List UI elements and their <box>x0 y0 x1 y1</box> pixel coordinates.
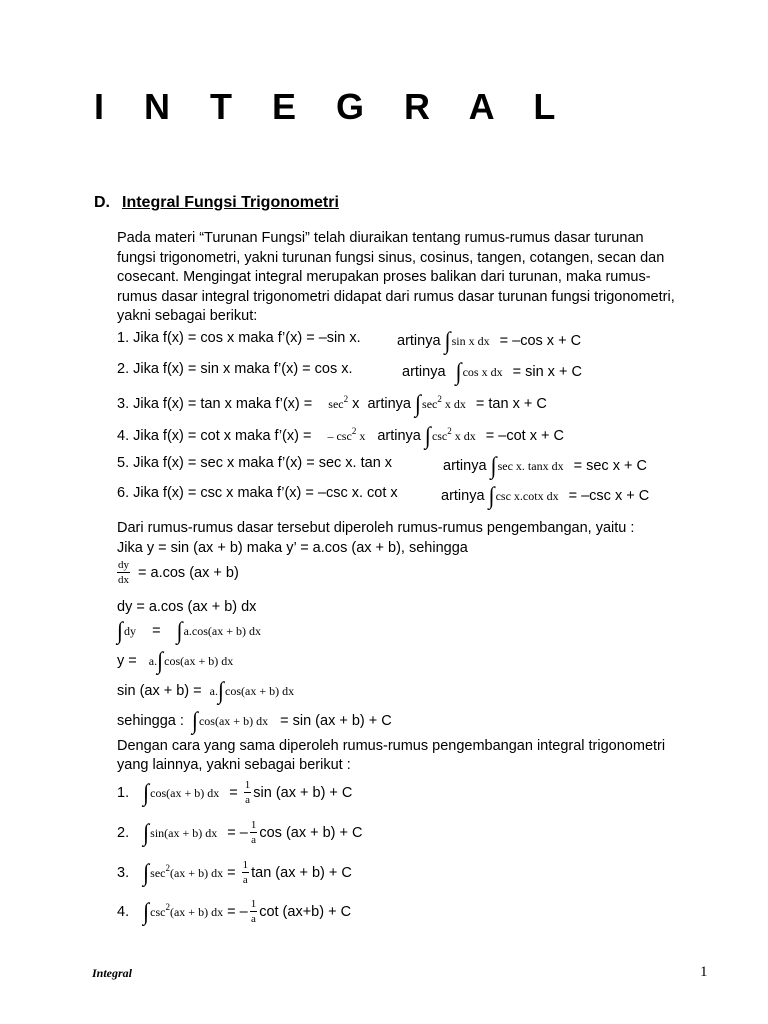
integral-sign-icon: ∫ <box>143 778 150 807</box>
basic-formula-5: 5. Jika f(x) = sec x maka f’(x) = sec x. tan x <box>117 455 393 471</box>
integral-sign-icon: ∫ <box>455 357 462 386</box>
page-title: I N T E G R A L <box>94 86 571 127</box>
integral-sign-icon: ∫ <box>143 818 150 847</box>
basic-formula-4: 4. Jika f(x) = cot x maka f’(x) = – $\csc^2 x$ artinya $\int\csc^2$ x dx = –cot x + C <box>117 421 564 450</box>
basic-formula-6: 6. Jika f(x) = csc x maka f’(x) = –csc x. cot x <box>117 485 398 501</box>
integral-sign-icon: ∫ <box>157 646 164 675</box>
basic-formula-3: 3. Jika f(x) = tan x maka f’(x) = $\sec^2 x$ artinya $\int\sec^2$ x dx = tan x + C <box>117 389 547 418</box>
basic-formula-5-meaning: artinya ∫sec x. tanx dx = sec x + C <box>443 451 647 480</box>
basic-formula-1-meaning: artinya ∫sin x dx = –cos x + C <box>397 326 582 355</box>
integrate-both-sides: ∫dy = ∫a.cos(ax + b) dx <box>117 616 262 645</box>
page-number: 1 <box>700 964 708 980</box>
advanced-formula-4: 4. $\int\csc^2(ax + b)$ dx = – $\frac{1}{a}$ cot (ax+b) + C <box>117 897 352 926</box>
conclusion-equation: sehingga : ∫cos(ax + b) dx = sin (ax + b) + C <box>117 706 392 735</box>
one-over-a-fraction: $\frac{1}{a}$ <box>250 819 257 846</box>
integral-sign-icon: ∫ <box>424 421 431 450</box>
intro-line: Pada materi “Turunan Fungsi” telah diuraikan tentang rumus-rumus dasar turunan <box>117 230 644 246</box>
one-over-a-fraction: $\frac{1}{a}$ <box>250 898 257 925</box>
integral-sign-icon: ∫ <box>488 481 495 510</box>
integral-sign-icon: ∫ <box>191 706 198 735</box>
basic-formula-1: 1. Jika f(x) = cos x maka f’(x) = –sin x. <box>117 330 361 346</box>
more-intro: Dengan cara yang sama diperoleh rumus-rumus pengembangan integral trigonometri <box>117 738 666 754</box>
integral-sign-icon: ∫ <box>415 389 422 418</box>
section-title: Integral Fungsi Trigonometri <box>122 194 339 211</box>
differential-equation: dy = a.cos (ax + b) dx <box>117 599 257 615</box>
intro-line: fungsi trigonometri, yakni turunan fungsi sinus, cosinus, tangen, cotangen, secan dan <box>117 249 665 266</box>
integral-sign-icon: ∫ <box>217 676 225 705</box>
intro-paragraph <box>117 229 717 327</box>
integral-sign-icon: ∫ <box>444 326 451 355</box>
sin-equation: sin (ax + b) = a.∫cos(ax + b) dx <box>117 676 295 705</box>
dy-dx-fraction: $\frac{dy}{dx}$ <box>118 559 129 586</box>
basic-formula-2: 2. Jika f(x) = sin x maka f’(x) = cos x. <box>117 361 353 377</box>
integral-sign-icon: ∫ <box>117 616 124 645</box>
integral-sign-icon: ∫ <box>490 451 497 480</box>
intro-line: cosecant. Mengingat integral merupakan proses balikan dari turunan, maka rumus- <box>117 269 651 286</box>
derivation-intro: Dari rumus-rumus dasar tersebut diperoleh rumus-rumus pengembangan, yaitu : <box>117 520 635 536</box>
intro-line: rumus dasar integral trigonometri didapat dari rumus dasar turunan fungsi trigonometri, <box>117 288 675 305</box>
footer-title: Integral <box>92 966 133 980</box>
one-over-a-fraction: $\frac{1}{a}$ <box>244 779 251 806</box>
basic-formula-2-meaning: artinya ∫cos x dx = sin x + C <box>402 357 582 386</box>
intro-line: yakni sebagai berikut: <box>117 308 258 325</box>
integral-sign-icon: ∫ <box>176 616 183 645</box>
section-letter: D. <box>94 194 110 211</box>
derivation-premise: Jika y = sin (ax + b) maka y’ = a.cos (ax + b), sehingga <box>117 540 468 556</box>
derivative-equation: $\frac{dy}{dx}$ = a.cos (ax + b) <box>118 559 239 586</box>
section-heading <box>94 194 339 212</box>
integral-sign-icon: ∫ <box>143 858 150 887</box>
basic-formula-6-meaning: artinya ∫csc x.cotx dx = –csc x + C <box>441 481 650 510</box>
advanced-formula-3: 3. $\int\sec^2(ax + b)$ dx = $\frac{1}{a}$ tan (ax + b) + C <box>117 858 352 887</box>
more-intro-2: yang lainnya, yakni sebagai berikut : <box>117 757 351 773</box>
y-equation: y = a.∫cos(ax + b) dx <box>117 646 234 675</box>
advanced-formula-1: 1. ∫cos(ax + b) dx = $\frac{1}{a}$ sin (ax + b) + C <box>117 778 353 807</box>
one-over-a-fraction: $\frac{1}{a}$ <box>242 859 249 886</box>
advanced-formula-2: 2. ∫sin(ax + b) dx = – $\frac{1}{a}$ cos (ax + b) + C <box>117 818 363 847</box>
integral-sign-icon: ∫ <box>143 897 150 926</box>
